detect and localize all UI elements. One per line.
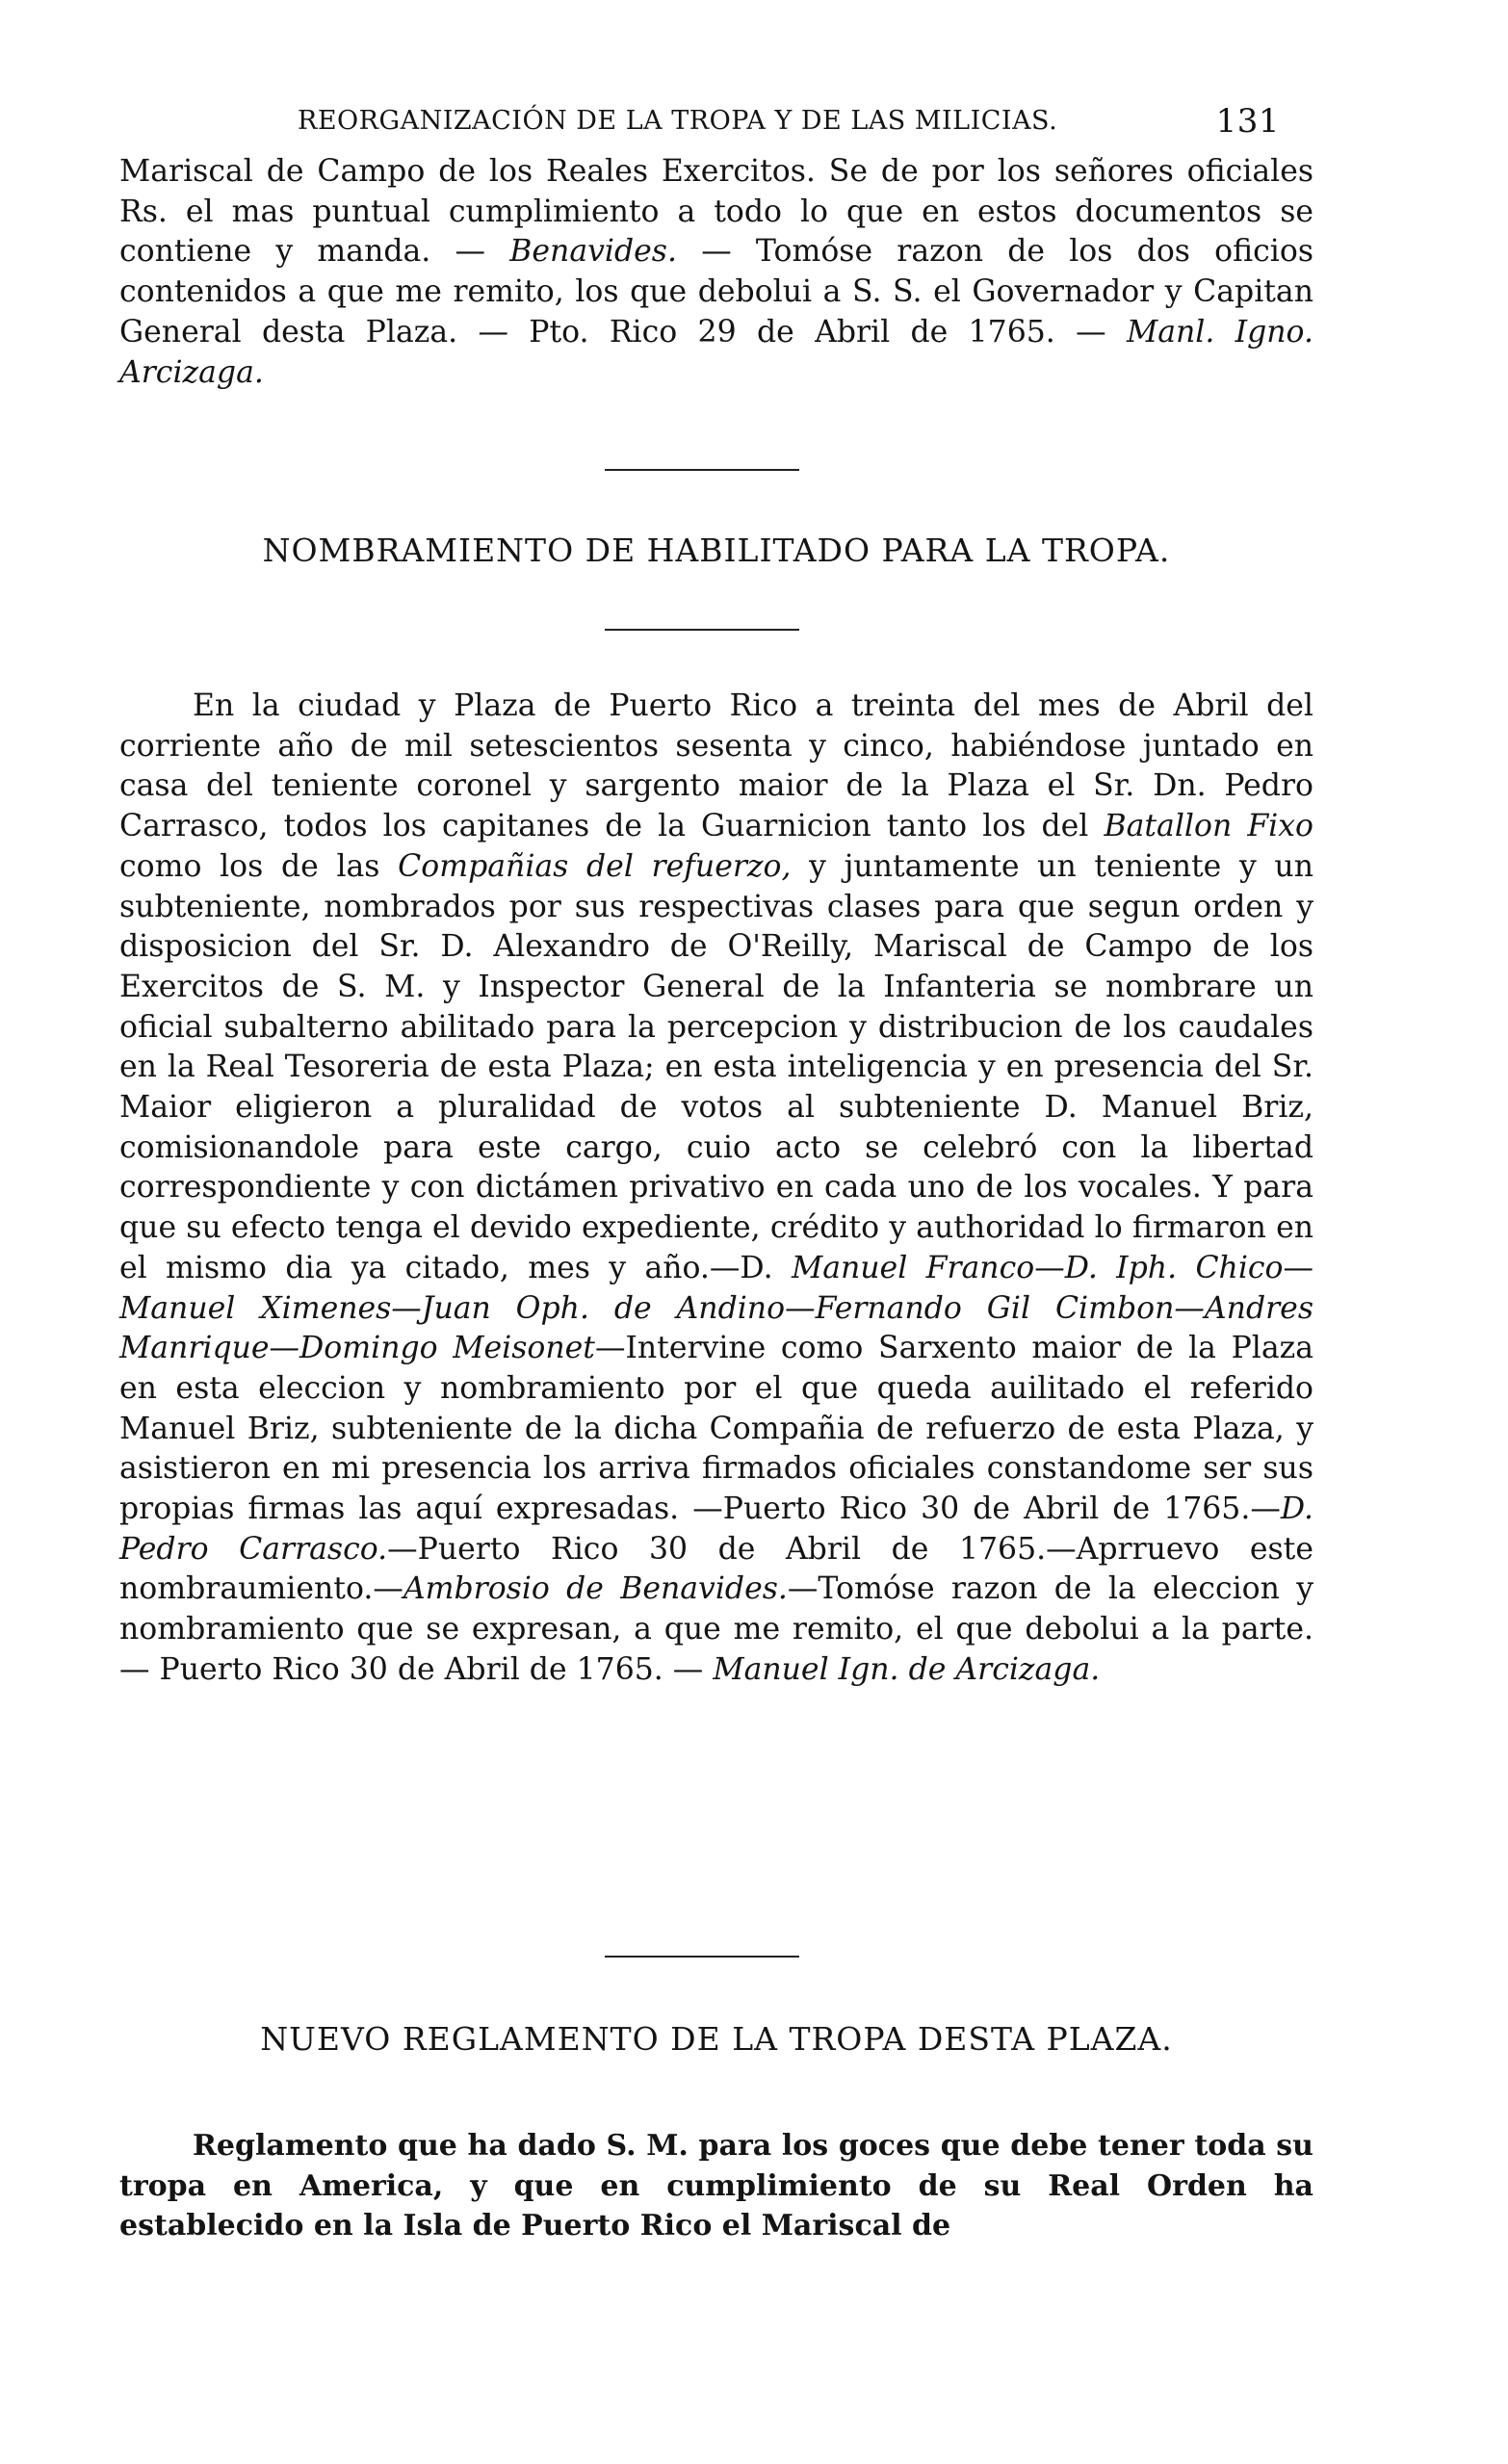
signature-carrasco: D. Pedro Carrasco. bbox=[119, 1491, 1313, 1567]
nombramiento-text-5: —Puerto Rico 30 de Abril de 1765.—Aprruevo este nombraumiento.— bbox=[119, 1531, 1313, 1607]
running-title: REORGANIZACIÓN DE LA TROPA Y DE LAS MILICIAS. bbox=[298, 106, 1058, 136]
signature-benavides: Benavides. bbox=[509, 234, 677, 270]
nombramiento-text-1: En la ciudad y Plaza de Puerto Rico a treinta del mes de Abril del corriente año de mil setescientos sesenta y cinco, habiéndose juntado en casa del teniente coronel y sargento maior de la Plaza el Sr. Dn. Pedro Carrasco, todos los capitanes de la Guarnicion tanto los del bbox=[119, 688, 1313, 844]
batallon-fixo: Batallon Fixo bbox=[1104, 809, 1313, 844]
continuation-text-2: — Tomóse razon de los dos oficios contenidos a que me remito, los que debolui a S. S. el Governador y Capitan General desta Plaza. — Pto. Rico 29 de Abril de 1765. — bbox=[119, 234, 1313, 350]
signature-benavides: Ambrosio de Benavides. bbox=[403, 1571, 788, 1607]
nombramiento-text-3: y juntamente un teniente y un subteniente, nombrados por sus respectivas clases para que segun orden y disposicion del Sr. D. Alexandro de O'Reilly, Mariscal de Campo de los Exercitos de S. M. y Inspector General de la Infanteria se nombrare un oficial subalterno abilitado para la percepcion y distribucion de los caudales en la Real Tesoreria de esta Plaza; en esta inteligencia y en presencia del Sr. Maior eligieron a pluralidad de votos al subteniente D. Manuel Briz, comisionandole para este cargo, cuio acto se celebró con la libertad correspondiente y con dictámen privativo en cada uno de los vocales. Y para que su efecto tenga el devido expediente, crédito y authoridad lo firmaron en el mismo dia ya citado, mes y año.—D. bbox=[119, 848, 1314, 1285]
continuation-text-1: Mariscal de Campo de los Reales Exercitos. Se de por los señores oficiales Rs. el mas puntual cumplimiento a todo lo que en estos documentos se contiene y manda. — bbox=[119, 154, 1313, 270]
nombramiento-paragraph bbox=[119, 687, 1313, 1691]
reglamento-paragraph bbox=[119, 2126, 1313, 2246]
divider bbox=[605, 1956, 799, 1958]
divider bbox=[605, 469, 799, 471]
officer-signatures: Manuel Franco—D. Iph. Chico—Manuel Ximenes—Juan Oph. de Andino—Fernando Gil Cimbon—Andres Manrique—Domingo Meisonet bbox=[119, 1250, 1314, 1366]
section-heading-nombramiento: NOMBRAMIENTO DE HABILITADO PARA LA TROPA. bbox=[262, 532, 1171, 569]
signature-arcizaga: Manl. Igno. Arcizaga. bbox=[119, 314, 1313, 390]
continuation-paragraph bbox=[119, 152, 1313, 393]
section-heading-reglamento: NUEVO REGLAMENTO DE LA TROPA DESTA PLAZA. bbox=[260, 2020, 1173, 2058]
reglamento-text: Reglamento que ha dado S. M. para los goces que debe tener toda su tropa en America, y que en cumplimiento de su Real Orden ha establecido en la Isla de Puerto Rico el Mariscal de bbox=[119, 2129, 1313, 2244]
divider bbox=[605, 629, 799, 631]
companias-refuerzo: Compañias del refuerzo, bbox=[398, 848, 792, 884]
nombramiento-text-2: como los de las bbox=[119, 848, 399, 884]
signature-arcizaga: Manuel Ign. de Arcizaga. bbox=[713, 1651, 1101, 1687]
nombramiento-text-6: —Tomóse razon de la eleccion y nombramiento que se expresan, a que me remito, el que debolui a la parte. — Puerto Rico 30 de Abril de 1765. — bbox=[119, 1571, 1313, 1687]
page-number: 131 bbox=[1215, 102, 1280, 141]
nombramiento-text-4: —Intervine como Sarxento maior de la Plaza en esta eleccion y nombramiento por el que queda auilitado el referido Manuel Briz, subteniente de la dicha Compañia de refuerzo de esta Plaza, y asistieron en mi presencia los arriva firmados oficiales constandome ser sus propias firmas las aquí expresadas. —Puerto Rico 30 de Abril de 1765.— bbox=[119, 1331, 1313, 1527]
